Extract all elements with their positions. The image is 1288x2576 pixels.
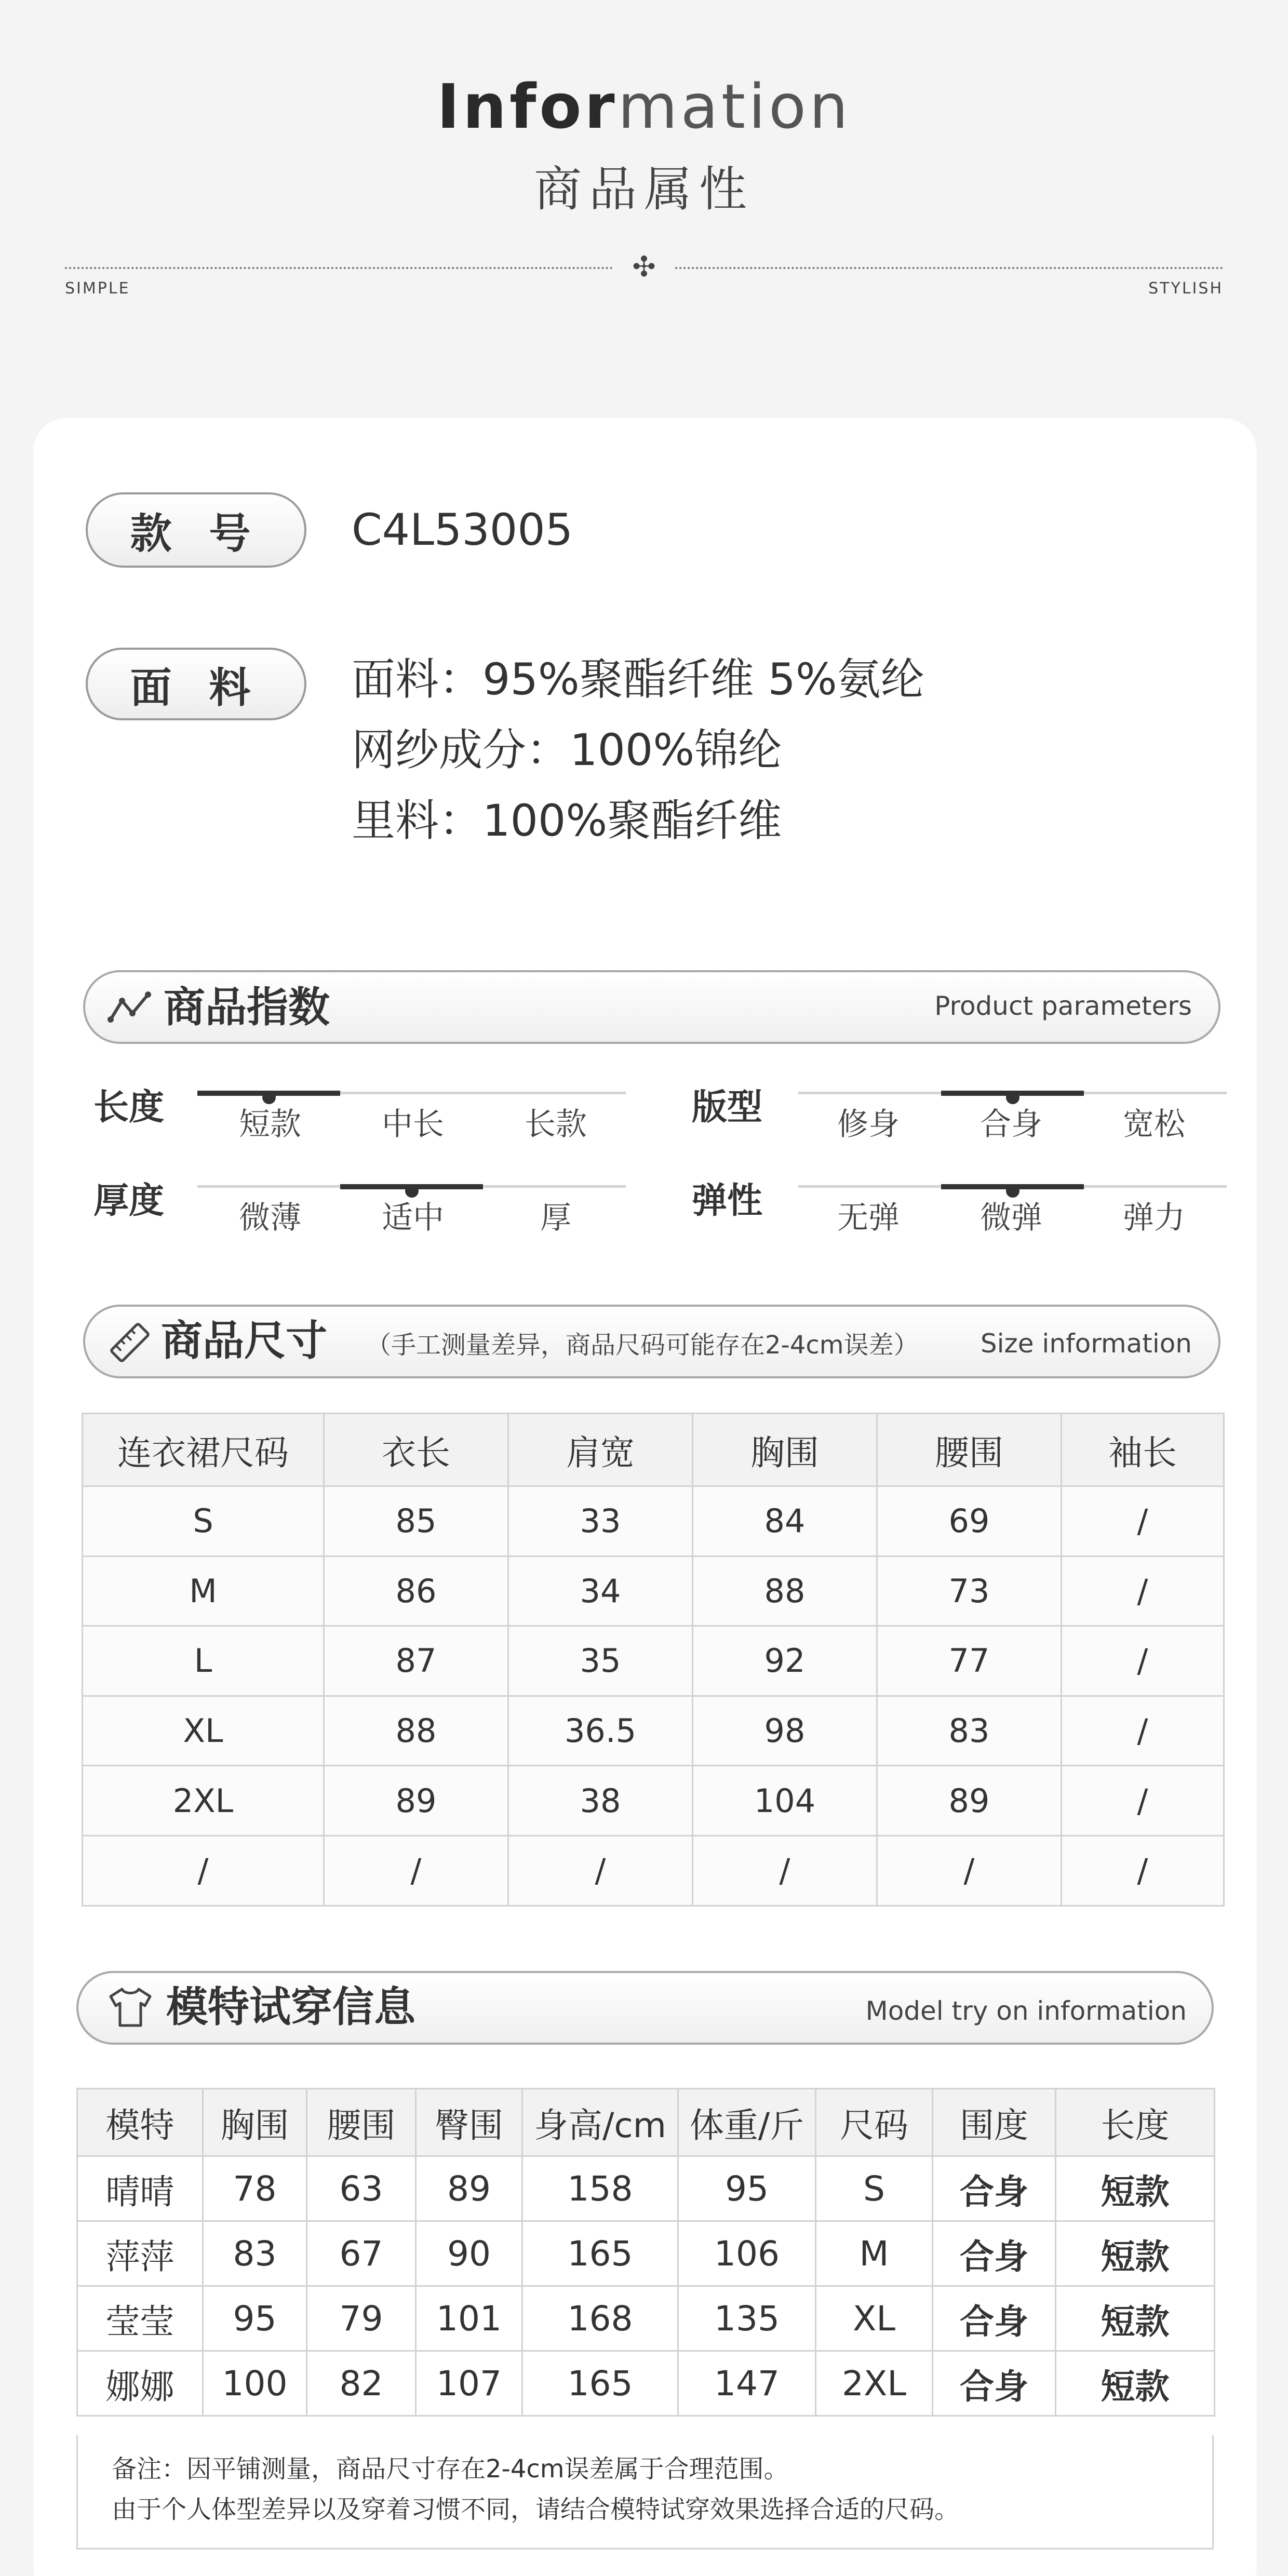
table-cell: 萍萍 <box>77 2221 203 2286</box>
model-note-line: 由于个人体型差异以及穿着习惯不同，请结合模特试穿效果选择合适的尺码。 <box>112 2495 960 2524</box>
table-header-cell: 衣长 <box>324 1414 508 1486</box>
table-cell: 73 <box>877 1556 1062 1626</box>
table-cell: 79 <box>307 2286 416 2351</box>
model-try-on-en: Model try on information <box>865 1996 1187 2026</box>
param-selected-dot <box>262 1091 276 1104</box>
table-header-cell: 腰围 <box>877 1414 1062 1486</box>
table-cell: 83 <box>877 1696 1062 1766</box>
table-cell: / <box>1062 1835 1224 1906</box>
param-option: 无弹 <box>837 1200 900 1236</box>
table-cell: M <box>83 1556 324 1626</box>
table-cell: S <box>816 2156 933 2221</box>
title-bold-part: Infor <box>437 71 618 142</box>
table-cell: S <box>83 1486 324 1557</box>
table-cell: / <box>1062 1766 1224 1836</box>
table-row <box>77 2221 1215 2286</box>
table-cell: 89 <box>877 1766 1062 1836</box>
table-cell: 89 <box>324 1766 508 1836</box>
param-selected-dot <box>405 1184 419 1198</box>
table-cell: 36.5 <box>508 1696 693 1766</box>
table-cell: / <box>1062 1556 1224 1626</box>
table-row <box>83 1766 1224 1836</box>
table-cell: 67 <box>307 2221 416 2286</box>
page-title <box>0 68 1288 145</box>
table-cell: 107 <box>416 2351 522 2416</box>
table-header-cell: 身高/cm <box>522 2089 678 2156</box>
table-cell: 63 <box>307 2156 416 2221</box>
table-cell: L <box>83 1626 324 1696</box>
ruler-icon <box>106 1319 153 1366</box>
table-header-cell: 肩宽 <box>508 1414 693 1486</box>
table-cell: 165 <box>522 2351 678 2416</box>
model-note-line: 备注：因平铺测量，商品尺寸存在2-4cm误差属于合理范围。 <box>112 2454 789 2484</box>
table-cell: / <box>877 1835 1062 1906</box>
table-header-cell: 体重/斤 <box>678 2089 816 2156</box>
product-parameters-title: 商品指数 <box>164 983 330 1031</box>
param-option: 修身 <box>837 1106 900 1143</box>
table-cell: 82 <box>307 2351 416 2416</box>
table-cell: / <box>1062 1626 1224 1696</box>
fabric-line: 里料：100%聚酯纤维 <box>352 795 782 846</box>
table-cell: 168 <box>522 2286 678 2351</box>
table-cell: 2XL <box>83 1766 324 1836</box>
table-cell: / <box>508 1835 693 1906</box>
table-cell: 95 <box>678 2156 816 2221</box>
table-header-cell: 尺码 <box>816 2089 933 2156</box>
param-selected-dot <box>1006 1091 1019 1104</box>
size-information-note: （手工测量差异，商品尺码可能存在2-4cm误差） <box>366 1331 919 1360</box>
param-option: 微薄 <box>239 1200 301 1236</box>
size-information-title: 商品尺寸 <box>161 1317 327 1365</box>
param-option: 短款 <box>239 1106 301 1143</box>
size-information-en: Size information <box>980 1329 1192 1359</box>
param-selected-dot <box>1006 1184 1019 1198</box>
table-header-cell: 腰围 <box>307 2089 416 2156</box>
page-subtitle: 商品属性 <box>533 162 754 217</box>
table-header-row <box>83 1414 1224 1486</box>
table-cell: 短款 <box>1056 2351 1215 2416</box>
model-try-on-title: 模特试穿信息 <box>166 1983 415 2031</box>
table-cell: 92 <box>693 1626 877 1696</box>
fabric-line: 网纱成分：100%锦纶 <box>352 725 782 775</box>
fabric-label: 面 料 <box>86 648 306 720</box>
table-cell: 78 <box>203 2156 307 2221</box>
table-row <box>83 1486 1224 1557</box>
table-cell: 娜娜 <box>77 2351 203 2416</box>
table-cell: / <box>1062 1696 1224 1766</box>
table-cell: 84 <box>693 1486 877 1557</box>
header-right-word: STYLISH <box>1148 279 1223 298</box>
param-option: 长款 <box>525 1106 587 1143</box>
table-cell: 87 <box>324 1626 508 1696</box>
product-parameters-en: Product parameters <box>934 991 1192 1021</box>
table-cell: 短款 <box>1056 2156 1215 2221</box>
param-label-elasticity: 弹性 <box>692 1180 763 1222</box>
model-table <box>76 2088 1215 2417</box>
table-cell: 晴晴 <box>77 2156 203 2221</box>
table-cell: / <box>83 1835 324 1906</box>
tshirt-icon <box>106 1985 154 2030</box>
table-header-row <box>77 2089 1215 2156</box>
table-cell: 88 <box>324 1696 508 1766</box>
table-header-cell: 胸围 <box>693 1414 877 1486</box>
param-label-thickness: 厚度 <box>93 1180 165 1222</box>
table-cell: 165 <box>522 2221 678 2286</box>
table-row <box>83 1696 1224 1766</box>
table-cell: 合身 <box>933 2156 1056 2221</box>
table-cell: 158 <box>522 2156 678 2221</box>
table-cell: 135 <box>678 2286 816 2351</box>
param-label-length: 长度 <box>93 1087 165 1128</box>
table-row <box>77 2351 1215 2416</box>
param-option: 宽松 <box>1123 1106 1185 1143</box>
fabric-line: 面料：95%聚酯纤维 5%氨纶 <box>352 654 924 705</box>
table-row <box>83 1835 1224 1906</box>
table-header-cell: 胸围 <box>203 2089 307 2156</box>
table-cell: / <box>1062 1486 1224 1557</box>
trend-line-icon <box>106 989 153 1026</box>
table-cell: 90 <box>416 2221 522 2286</box>
style-number-value: C4L53005 <box>352 504 573 555</box>
table-cell: 104 <box>693 1766 877 1836</box>
param-option: 适中 <box>382 1200 444 1236</box>
table-cell: 89 <box>416 2156 522 2221</box>
table-cell: / <box>324 1835 508 1906</box>
table-cell: 33 <box>508 1486 693 1557</box>
table-cell: M <box>816 2221 933 2286</box>
table-cell: 106 <box>678 2221 816 2286</box>
table-cell: 88 <box>693 1556 877 1626</box>
table-cell: 35 <box>508 1626 693 1696</box>
param-label-fit: 版型 <box>692 1087 763 1128</box>
table-row <box>77 2156 1215 2221</box>
table-cell: 38 <box>508 1766 693 1836</box>
style-number-label: 款 号 <box>86 492 306 568</box>
table-cell: 合身 <box>933 2221 1056 2286</box>
param-option: 合身 <box>980 1106 1042 1143</box>
table-cell: 莹莹 <box>77 2286 203 2351</box>
four-point-flourish-icon: ✣ <box>632 250 656 283</box>
param-option: 微弹 <box>980 1200 1042 1236</box>
param-option: 厚 <box>540 1200 571 1236</box>
table-cell: 合身 <box>933 2286 1056 2351</box>
table-header-cell: 袖长 <box>1062 1414 1224 1486</box>
param-option: 中长 <box>382 1106 444 1143</box>
table-cell: XL <box>83 1696 324 1766</box>
table-cell: 86 <box>324 1556 508 1626</box>
table-cell: 85 <box>324 1486 508 1557</box>
table-cell: 34 <box>508 1556 693 1626</box>
size-table <box>82 1413 1225 1907</box>
table-cell: 2XL <box>816 2351 933 2416</box>
table-row <box>83 1556 1224 1626</box>
header-divider-left <box>65 267 613 269</box>
table-cell: 101 <box>416 2286 522 2351</box>
title-light-part: mation <box>618 71 851 142</box>
table-header-cell: 连衣裙尺码 <box>83 1414 324 1486</box>
table-header-cell: 围度 <box>933 2089 1056 2156</box>
table-header-cell: 臀围 <box>416 2089 522 2156</box>
table-cell: 98 <box>693 1696 877 1766</box>
table-cell: 短款 <box>1056 2286 1215 2351</box>
header-left-word: SIMPLE <box>65 279 130 298</box>
table-cell: 83 <box>203 2221 307 2286</box>
table-cell: / <box>693 1835 877 1906</box>
header-divider-right <box>675 267 1223 269</box>
table-cell: 77 <box>877 1626 1062 1696</box>
table-cell: 95 <box>203 2286 307 2351</box>
param-option: 弹力 <box>1123 1200 1185 1236</box>
table-header-cell: 模特 <box>77 2089 203 2156</box>
table-cell: XL <box>816 2286 933 2351</box>
table-cell: 100 <box>203 2351 307 2416</box>
table-row <box>77 2286 1215 2351</box>
model-notes-box <box>76 2435 1214 2550</box>
table-cell: 短款 <box>1056 2221 1215 2286</box>
table-cell: 147 <box>678 2351 816 2416</box>
table-cell: 69 <box>877 1486 1062 1557</box>
table-header-cell: 长度 <box>1056 2089 1215 2156</box>
table-row <box>83 1626 1224 1696</box>
table-cell: 合身 <box>933 2351 1056 2416</box>
